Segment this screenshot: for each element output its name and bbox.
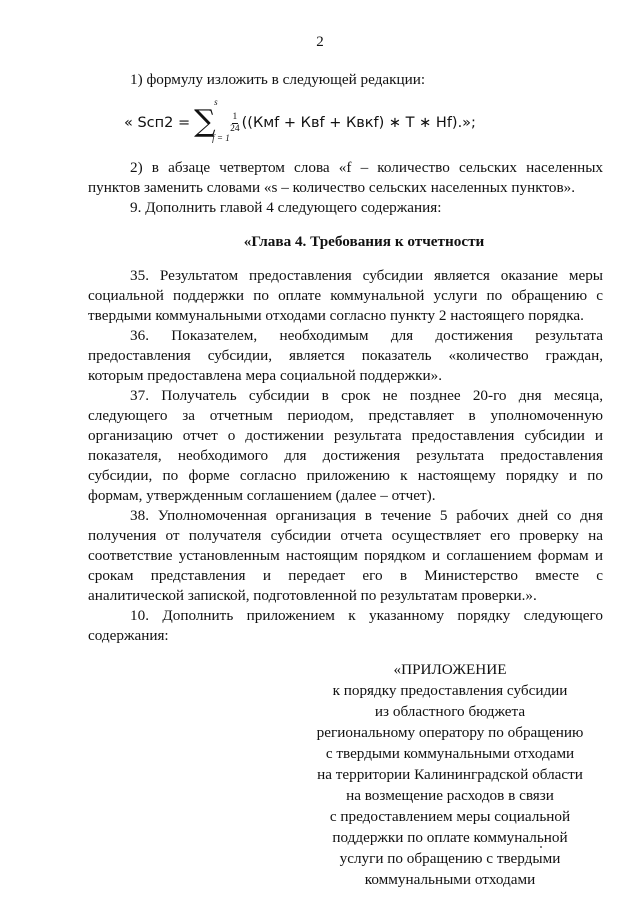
item-37-line-3: организацию отчет о достижении результата предоставления субсидии и (88, 427, 603, 444)
item-35-line-2: социальной поддержки по оплате коммунальной услуги по обращению с (88, 287, 603, 304)
formula-body: ((Кмf + Квf + Квкf) ∗ T ∗ Hf).»; (241, 115, 476, 131)
fraction (230, 112, 240, 135)
fraction-denominator: 24 (230, 123, 240, 134)
paragraph-9: 9. Дополнить главой 4 следующего содержания: (130, 199, 442, 216)
paragraph-10-line-1: 10. Дополнить приложением к указанному порядку следующего (130, 607, 603, 624)
chapter-heading: «Глава 4. Требования к отчетности (243, 233, 485, 250)
item-36-line-2: предоставления субсидии, является показатель «количество граждан, (88, 347, 603, 364)
appendix-line: с твердыми коммунальными отходами (325, 745, 575, 762)
item-37-line-5: субсидии, по форме согласно приложению к настоящему порядку и по (88, 467, 603, 484)
item-38-line-4: срокам представления и передает его в Министерство вместе с (88, 567, 603, 584)
item-37-line-4: показателя, необходимого для достижения результата предоставления (88, 447, 603, 464)
item-38-line-2: получения от получателя субсидии отчета осуществляет его проверку на (88, 527, 603, 544)
paragraph-2-line-2: пунктов заменить словами «s – количество сельских населенных пунктов». (88, 179, 576, 196)
item-37-line-1: 37. Получатель субсидии в срок не позднее 20-го дня месяца, (130, 387, 603, 404)
item-37-line-6: формам, утвержденным соглашением (далее – отчет). (88, 487, 436, 504)
paragraph-2-line-1: 2) в абзаце четвертом слова «f – количество сельских населенных (130, 159, 603, 176)
appendix-title: «ПРИЛОЖЕНИЕ (393, 661, 507, 678)
fraction-numerator: 1 (232, 111, 238, 122)
paragraph-10-line-2: содержания: (88, 627, 169, 644)
item-35-line-1: 35. Результатом предоставления субсидии является оказание меры (130, 267, 603, 284)
item-37-line-2: следующего за отчетным периодом, представляет в уполномоченную (88, 407, 603, 424)
appendix-line: поддержки по оплате коммунальной (332, 829, 568, 846)
appendix-line: региональному оператору по обращению (316, 724, 584, 741)
appendix-line: услуги по обращению с твердыми (339, 850, 561, 867)
appendix-line: с предоставлением меры социальной (329, 808, 571, 825)
item-38-line-5: аналитической запиской, подготовленной по результатам проверки.». (88, 587, 537, 604)
scan-speck (540, 846, 542, 848)
item-35-line-3: твердыми коммунальными отходами согласно пункту 2 настоящего порядка. (88, 307, 584, 324)
formula-lhs: « Sсп2 = (124, 115, 191, 131)
item-36-line-3: которым предоставлена мера социальной поддержки». (88, 367, 443, 384)
item-36-line-1: 36. Показателем, необходимым для достижения результата (130, 327, 603, 344)
appendix-line: на возмещение расходов в связи (346, 787, 554, 804)
sum-upper-limit: s (214, 97, 218, 107)
item-38-line-3: соответствие установленным настоящим порядком и соглашением формам и (88, 547, 603, 564)
paragraph-1: 1) формулу изложить в следующей редакции: (130, 71, 426, 88)
appendix-line: к порядку предоставления субсидии (332, 682, 568, 699)
page-number: 2 (316, 34, 324, 50)
item-38-line-1: 38. Уполномоченная организация в течение 5 рабочих дней со дня (130, 507, 603, 524)
formula (124, 97, 524, 143)
sum-symbol: ∑ s f = 1 (194, 97, 230, 143)
sum-lower-limit: f = 1 (212, 133, 230, 143)
appendix-line: коммунальными отходами (364, 871, 536, 888)
appendix-line: на территории Калининградской области (317, 766, 583, 783)
appendix-line: из областного бюджета (374, 703, 526, 720)
